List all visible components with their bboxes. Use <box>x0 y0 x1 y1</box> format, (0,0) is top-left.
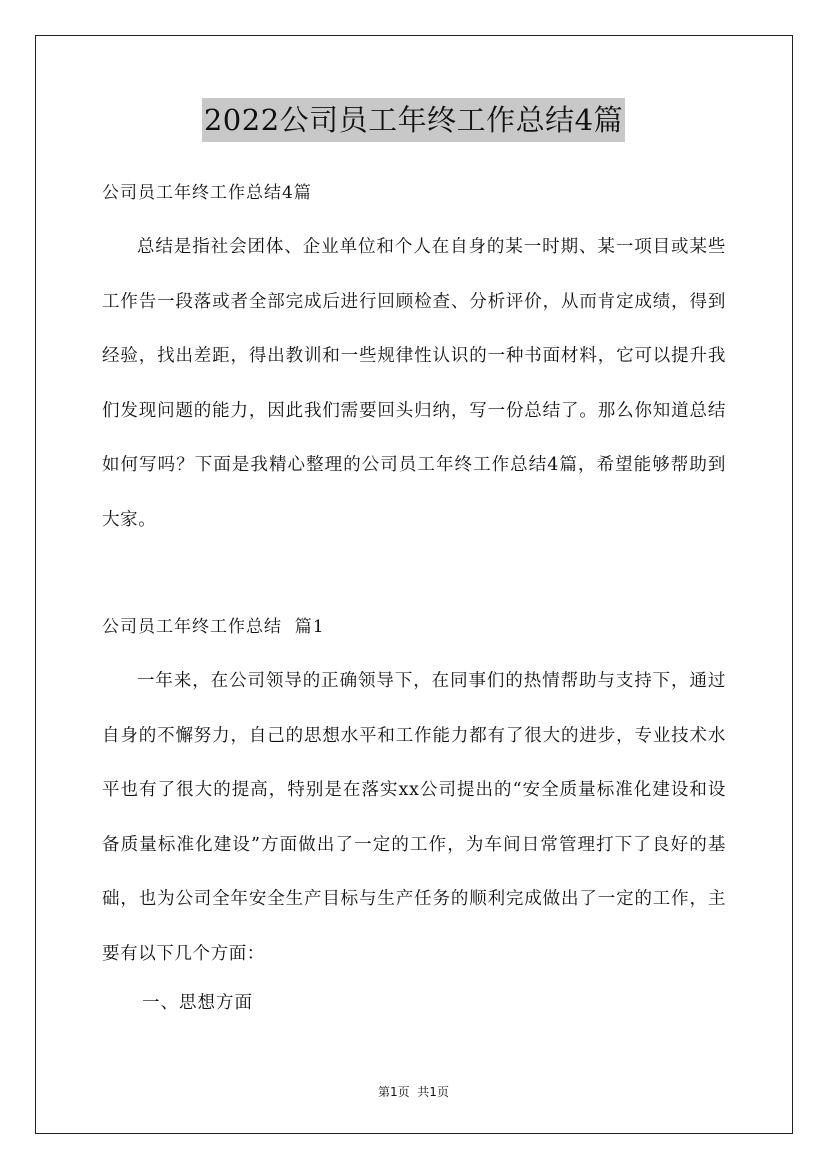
title-container <box>0 98 827 142</box>
document-title: 2022公司员工年终工作总结4篇 <box>202 98 625 142</box>
sub-heading: 一、思想方面 <box>142 993 253 1013</box>
page-footer: 第1页 共1页 <box>378 1085 449 1099</box>
document-subtitle: 公司员工年终工作总结4篇 <box>102 183 312 203</box>
body-paragraph: 一年来，在公司领导的正确领导下，在同事们的热情帮助与支持下，通过自身的不懈努力，自己的思想水平和工作能力都有了很大的进步，专业技术水平也有了很大的提高，特别是在落实xx公司提出的“安全质量标准化建设和设备质量标准化建设”方面做出了一定的工作，为车间日常管理打下了良好的基础，也为公司全年安全生产目标与生产任务的顺利完成做出了一定的工作，主要有以下几个方面： <box>102 671 726 964</box>
intro-paragraph: 总结是指社会团体、企业单位和个人在自身的某一时期、某一项目或某些工作告一段落或者全部完成后进行回顾检查、分析评价，从而肯定成绩，得到经验，找出差距，得出教训和一些规律性认识的一种书面材料，它可以提升我们发现问题的能力，因此我们需要回头归纳，写一份总结了。那么你知道总结如何写吗？下面是我精心整理的公司员工年终工作总结4篇，希望能够帮助到大家。 <box>102 237 726 530</box>
section-heading: 公司员工年终工作总结 篇1 <box>102 617 325 637</box>
